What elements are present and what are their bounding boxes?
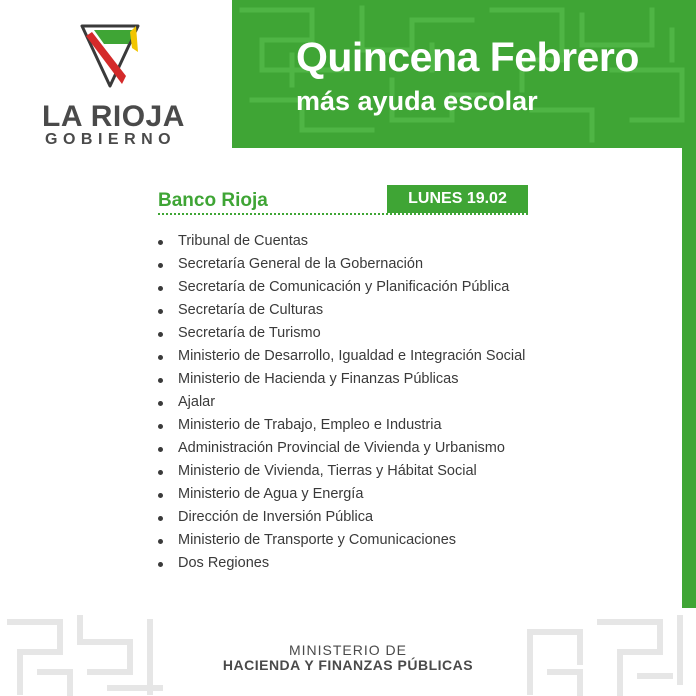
date-badge: LUNES 19.02 bbox=[387, 185, 528, 213]
section-divider bbox=[158, 213, 528, 215]
la-rioja-logo-icon bbox=[78, 22, 144, 90]
footer-ministry-label: MINISTERIO DE bbox=[288, 642, 407, 658]
list-item: Secretaría de Comunicación y Planificación Pública bbox=[158, 276, 525, 299]
list-item: Ministerio de Vivienda, Tierras y Hábitat Social bbox=[158, 460, 525, 483]
logo-subtitle: GOBIERNO bbox=[45, 131, 177, 148]
list-item: Secretaría General de la Gobernación bbox=[158, 253, 525, 276]
side-stripe bbox=[682, 148, 696, 608]
list-item: Ministerio de Hacienda y Finanzas Públicas bbox=[158, 368, 525, 391]
list-item: Tribunal de Cuentas bbox=[158, 230, 525, 253]
page-title: Quincena Febrero bbox=[296, 34, 639, 80]
list-item: Dos Regiones bbox=[158, 552, 525, 575]
footer-ministry-name: HACIENDA Y FINANZAS PÚBLICAS bbox=[222, 657, 474, 673]
list-item: Ministerio de Transporte y Comunicaciones bbox=[158, 529, 525, 552]
list-item: Ministerio de Desarrollo, Igualdad e Integración Social bbox=[158, 345, 525, 368]
list-item: Secretaría de Turismo bbox=[158, 322, 525, 345]
list-item: Ajalar bbox=[158, 391, 525, 414]
bank-label: Banco Rioja bbox=[158, 190, 268, 211]
list-item: Ministerio de Agua y Energía bbox=[158, 483, 525, 506]
page-subtitle: más ayuda escolar bbox=[296, 86, 538, 116]
list-item: Dirección de Inversión Pública bbox=[158, 506, 525, 529]
list-item: Administración Provincial de Vivienda y Urbanismo bbox=[158, 437, 525, 460]
list-item: Secretaría de Culturas bbox=[158, 299, 525, 322]
logo-wordmark: LA RIOJA bbox=[42, 100, 185, 133]
list-item: Ministerio de Trabajo, Empleo e Industria bbox=[158, 414, 525, 437]
entity-list bbox=[158, 230, 525, 575]
